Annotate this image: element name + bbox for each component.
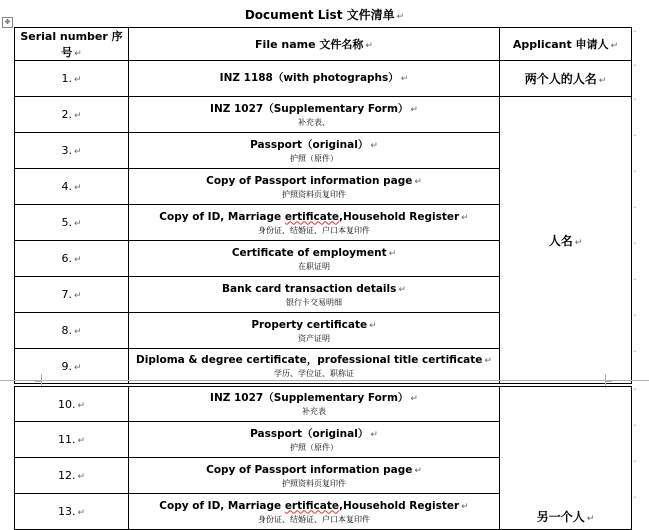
file-name-cell: Copy of Passport information page ↵ 护照资料页复印件 xyxy=(129,169,500,205)
file-name-cell: INZ 1027（Supplementary Form） ↵ 补充表 xyxy=(129,387,500,422)
file-name-cell: Diploma & degree certificate，professional title certificate ↵ 学历、学位证、职称证 xyxy=(129,349,500,384)
table-header-row xyxy=(15,28,632,61)
page-corner-mark xyxy=(605,374,612,381)
row-end-marker: ¨ xyxy=(633,388,637,397)
row-end-marker: ¨ xyxy=(633,278,637,287)
row-end-marker: ¨ xyxy=(633,460,637,469)
document-table-continued xyxy=(14,386,632,530)
serial-cell: 9. ↵ xyxy=(15,349,129,384)
row-end-marker: ¨ xyxy=(633,242,637,251)
serial-cell: 6. ↵ xyxy=(15,241,129,277)
file-name-cell: Copy of ID, Marriage ertificate,Household Register ↵ 身份证、结婚证、户口本复印件 xyxy=(129,205,500,241)
file-name-cell: Certificate of employment ↵ 在职证明 xyxy=(129,241,500,277)
row-end-marker: ¨ xyxy=(633,206,637,215)
row-end-marker: ¨ xyxy=(633,98,637,107)
file-name-cell: INZ 1188（with photographs） ↵ xyxy=(129,61,500,97)
document-title: Document List 文件清单 ↵ xyxy=(244,8,405,22)
header-applicant: Applicant 申请人 ↵ xyxy=(500,28,632,61)
serial-cell: 11. ↵ xyxy=(15,422,129,458)
serial-cell: 8. ↵ xyxy=(15,313,129,349)
file-name-cell: Passport（original） ↵ 护照（原件） xyxy=(129,133,500,169)
page-break-line xyxy=(0,380,649,381)
row-end-marker: ¨ xyxy=(633,64,637,73)
serial-cell: 10. ↵ xyxy=(15,387,129,422)
table-row xyxy=(15,387,632,422)
serial-cell: 2. ↵ xyxy=(15,97,129,133)
file-name-cell: Copy of Passport information page ↵ 护照资料页复印件 xyxy=(129,458,500,494)
file-name-cell: Bank card transaction details ↵ 银行卡交易明细 xyxy=(129,277,500,313)
row-end-marker: ¨ xyxy=(633,170,637,179)
row-end-marker: ¨ xyxy=(633,314,637,323)
spellcheck-underline: ertificate xyxy=(284,210,339,223)
serial-cell: 1. ↵ xyxy=(15,61,129,97)
applicant-merged-cell: 另一个人 ↵ xyxy=(500,387,632,530)
page-corner-mark xyxy=(35,374,42,381)
serial-cell: 3. ↵ xyxy=(15,133,129,169)
serial-cell: 7. ↵ xyxy=(15,277,129,313)
serial-cell: 5. ↵ xyxy=(15,205,129,241)
applicant-cell: 两个人的人名 ↵ xyxy=(500,61,632,97)
serial-cell: 12. ↵ xyxy=(15,458,129,494)
serial-cell: 13. ↵ xyxy=(15,494,129,530)
serial-cell: 4. ↵ xyxy=(15,169,129,205)
file-name-cell: Property certificate ↵ 资产证明 xyxy=(129,313,500,349)
row-end-marker: ¨ xyxy=(633,134,637,143)
file-name-cell: Passport（original） ↵ 护照（原件） xyxy=(129,422,500,458)
row-end-marker: ¨ xyxy=(633,496,637,505)
file-name-cell: Copy of ID, Marriage ertificate,Household Register ↵ 身份证、结婚证、户口本复印件 xyxy=(129,494,500,530)
table-row xyxy=(15,97,632,133)
row-end-marker: ¨ xyxy=(633,424,637,433)
file-name-cell: INZ 1027（Supplementary Form） ↵ 补充表、 xyxy=(129,97,500,133)
spellcheck-underline: ertificate xyxy=(284,499,339,512)
table-move-handle-icon[interactable]: ✥ xyxy=(2,17,13,28)
applicant-merged-cell: 人名 ↵ xyxy=(500,97,632,384)
header-file-name: File name 文件名称 ↵ xyxy=(129,28,500,61)
document-table xyxy=(14,27,632,384)
row-end-marker: ¨ xyxy=(633,30,637,39)
header-serial: Serial number 序号 ↵ xyxy=(15,28,129,61)
row-end-marker: ¨ xyxy=(633,350,637,359)
table-row xyxy=(15,61,632,97)
